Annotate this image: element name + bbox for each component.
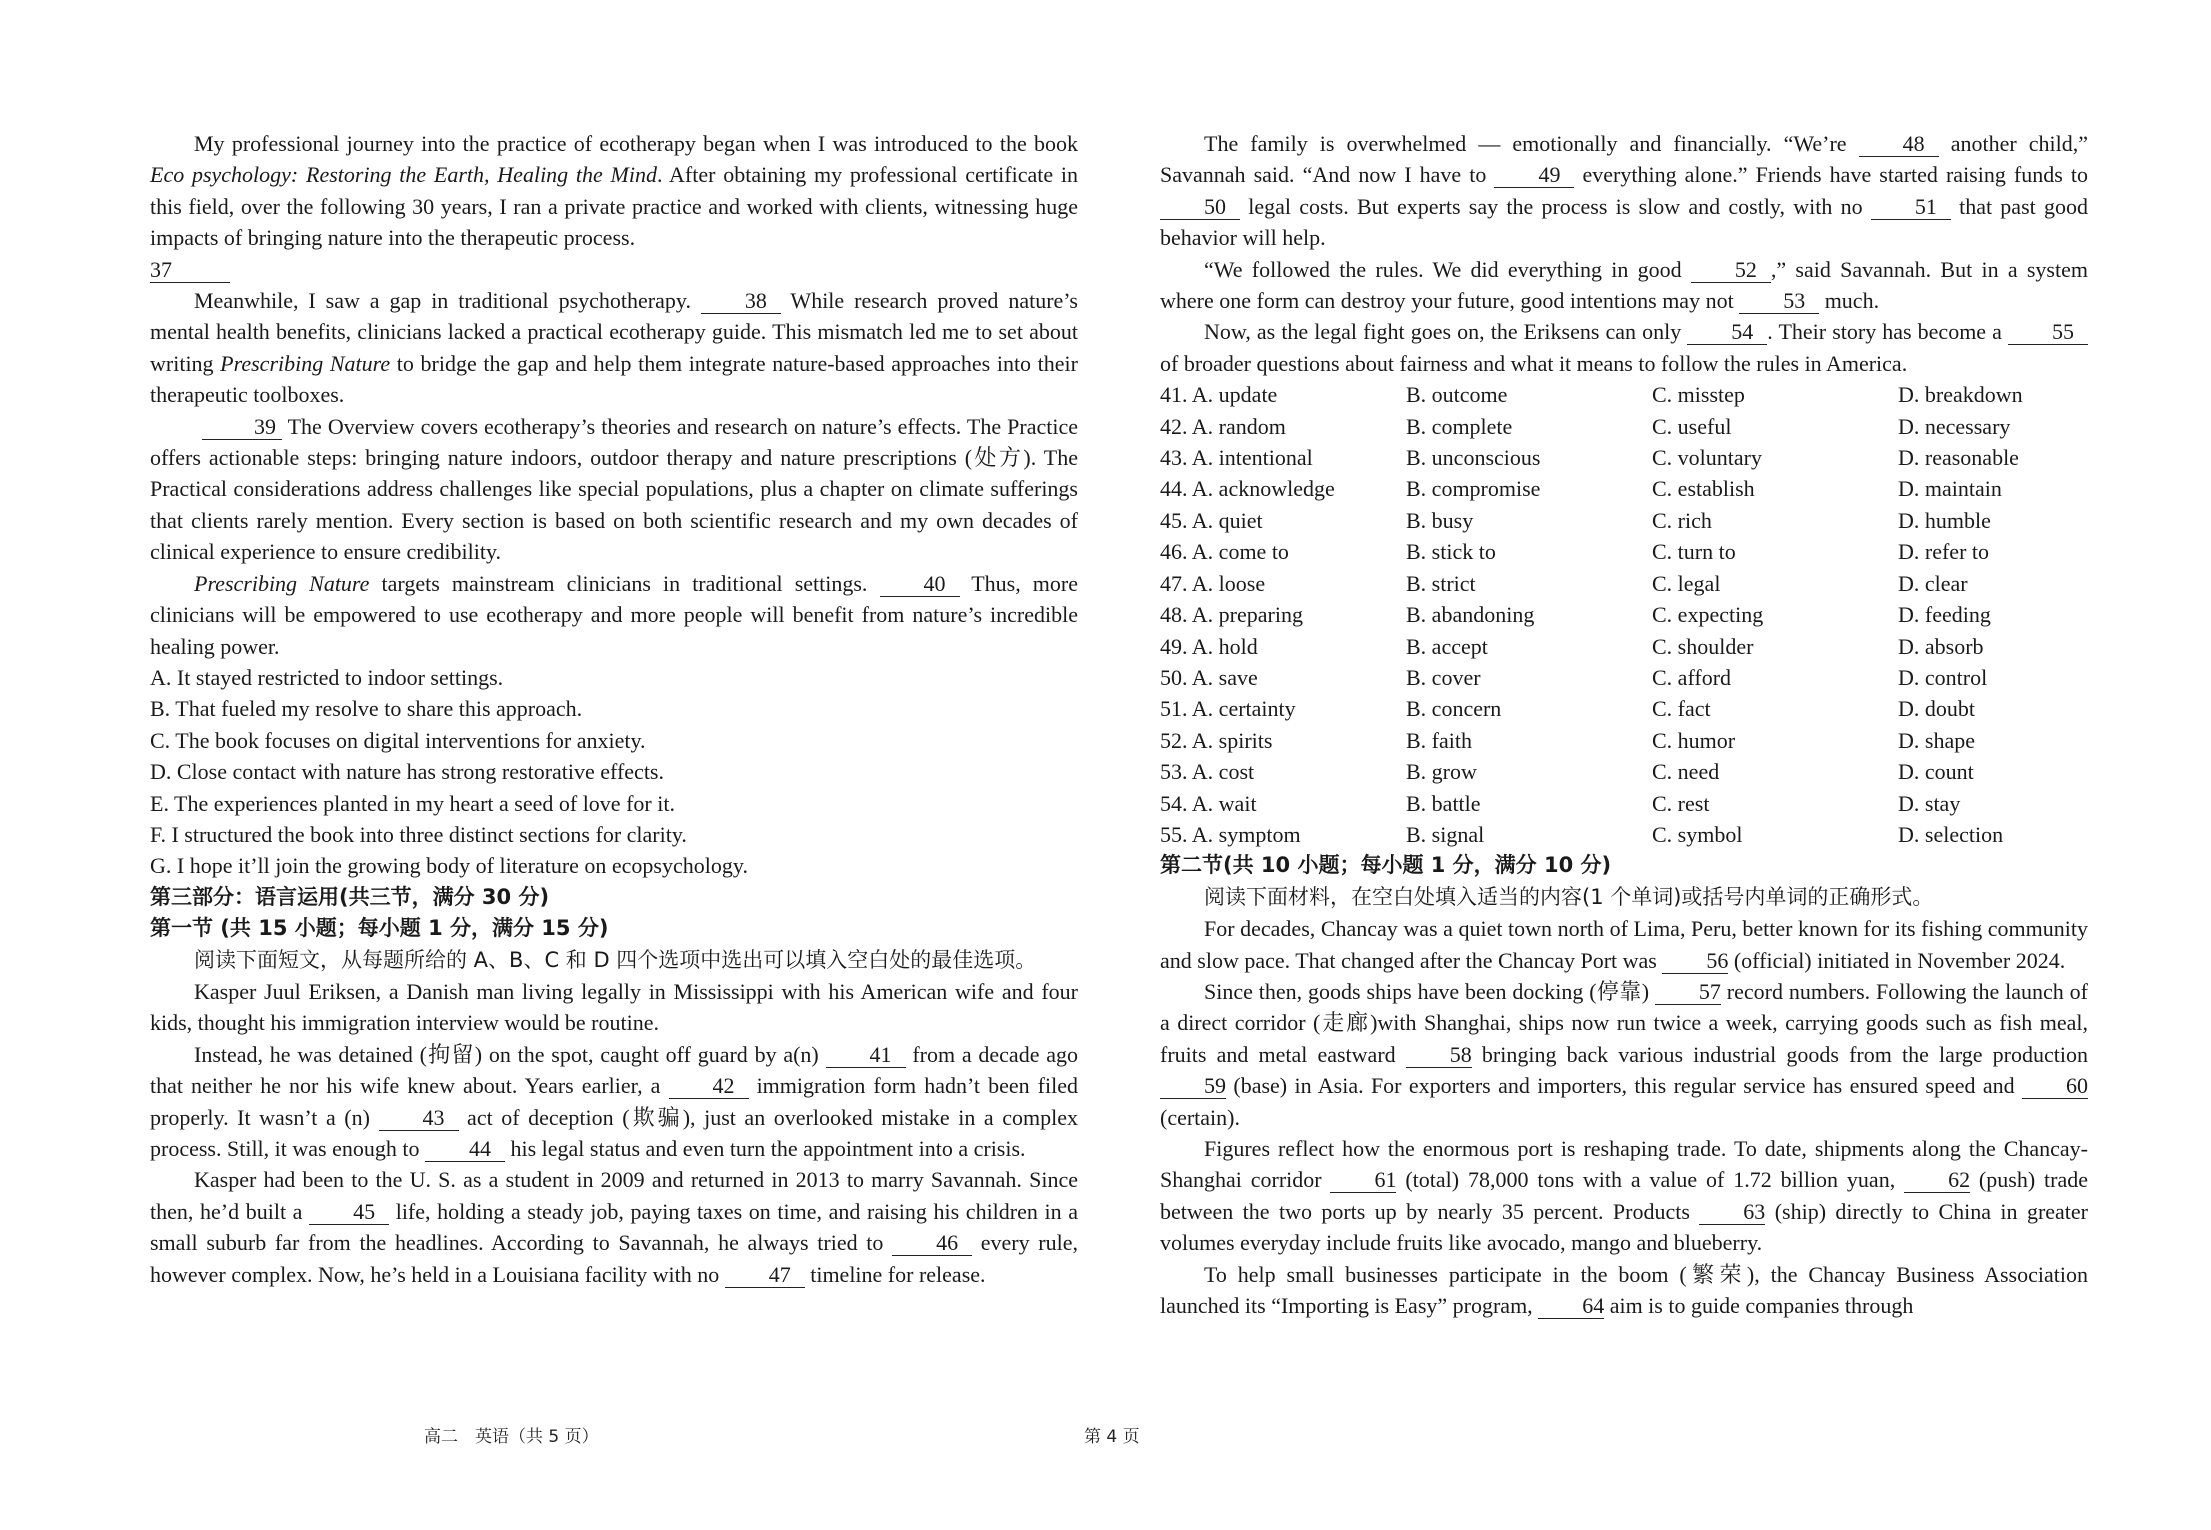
- footer-page-number: 第 4 页: [1084, 1427, 1140, 1447]
- book-title: Prescribing Nature: [194, 570, 370, 596]
- answer-blank[interactable]: 63: [1699, 1200, 1765, 1225]
- answer-blank[interactable]: 52: [1691, 258, 1771, 283]
- answer-blank[interactable]: 37: [150, 258, 230, 283]
- choice-option[interactable]: B. stick to: [1406, 539, 1496, 565]
- choice-option[interactable]: B. complete: [1406, 413, 1513, 439]
- passage-paragraph: Figures reflect how the enormous port is reshaping trade. To date, shipments along the Chancay-Shanghai corridor 61 (total) 78,000 tons with a value of 1.72 billion yuan, 62 (push) trade between the two ports up by nearly 35 percent. Products 63 (ship) directly to China in greater volumes everyday include fruits like avocado, mango and blueberry.: [1160, 1136, 2088, 1256]
- passage-paragraph: To help small businesses participate in the boom (繁荣), the Chancay Business Association launched its “Importing is Easy” program, 64 aim is to guide companies through: [1160, 1261, 2088, 1319]
- choice-option[interactable]: B. faith: [1406, 727, 1472, 753]
- answer-blank[interactable]: 39: [202, 415, 282, 440]
- choice-option[interactable]: 54. A. wait: [1160, 790, 1257, 816]
- choice-option[interactable]: C. establish: [1652, 476, 1755, 502]
- choice-option[interactable]: 53. A. cost: [1160, 759, 1255, 785]
- answer-blank[interactable]: 46: [892, 1231, 972, 1256]
- passage-paragraph: The family is overwhelmed — emotionally and financially. “We’re 48 another child,” Savannah said. “And now I have to 49 everything alone.” Friends have started raising funds to 50 legal costs. But experts say the process is slow and costly, with no 51 that past good behavior will help.: [1160, 131, 2088, 251]
- passage-paragraph: Meanwhile, I saw a gap in traditional psychotherapy. 38 While research proved nature’s mental health benefits, clinicians lacked a practical ecotherapy guide. This mismatch led me to set about writing Prescribing Nature to bridge the gap and help them integrate nature-based approaches into their therapeutic toolboxes.: [150, 288, 1078, 408]
- choice-option[interactable]: 42. A. random: [1160, 413, 1286, 439]
- choice-option[interactable]: D. doubt: [1898, 696, 1975, 722]
- footer-subject-info: 高二 英语（共 5 页）: [424, 1427, 599, 1447]
- choice-option[interactable]: 52. A. spirits: [1160, 727, 1273, 753]
- choice-option[interactable]: D. selection: [1898, 821, 2004, 847]
- answer-blank[interactable]: 53: [1739, 289, 1819, 314]
- section-two-instructions: 阅读下面材料，在空白处填入适当的内容(1 个单词)或括号内单词的正确形式。: [1204, 884, 1934, 909]
- passage-paragraph: Kasper had been to the U. S. as a student in 2009 and returned in 2013 to marry Savannah. Since then, he’d built a 45 life, holding a steady job, paying taxes on time, and raising his children in a small suburb far from the headlines. According to Savannah, he always tried to 46 every rule, however complex. Now, he’s held in a Louisiana facility with no 47 timeline for release.: [150, 1167, 1079, 1287]
- choice-option[interactable]: C. legal: [1652, 570, 1721, 596]
- choice-option[interactable]: B. busy: [1406, 507, 1474, 533]
- choice-option[interactable]: B. cover: [1406, 664, 1481, 690]
- choices-table: [1160, 379, 2088, 850]
- choice-row: [1160, 693, 2088, 724]
- answer-blank[interactable]: 57: [1655, 980, 1721, 1005]
- choice-row: [1160, 725, 2088, 756]
- choice-option[interactable]: D. reasonable: [1898, 445, 2019, 471]
- choice-option[interactable]: 55. A. symptom: [1160, 821, 1301, 847]
- answer-blank[interactable]: 47: [725, 1263, 805, 1288]
- choice-option[interactable]: C. rest: [1652, 790, 1710, 816]
- choice-option[interactable]: B. signal: [1406, 821, 1485, 847]
- passage-paragraph: Prescribing Nature targets mainstream clinicians in traditional settings. 40 Thus, more clinicians will be empowered to use ecotherapy and more people will benefit from nature’s incredible healing power.: [150, 570, 1078, 659]
- choice-option[interactable]: 44. A. acknowledge: [1160, 476, 1335, 502]
- choice-option[interactable]: 51. A. certainty: [1160, 696, 1296, 722]
- answer-blank[interactable]: 44: [425, 1137, 505, 1162]
- left-column: [150, 128, 1078, 1290]
- answer-blank[interactable]: 54: [1687, 320, 1767, 345]
- answer-blank[interactable]: 59: [1160, 1074, 1226, 1099]
- choice-option[interactable]: C. misstep: [1652, 382, 1745, 408]
- answer-blank[interactable]: 58: [1406, 1043, 1472, 1068]
- option-f[interactable]: F. I structured the book into three distinct sections for clarity.: [150, 821, 687, 847]
- choice-row: [1160, 473, 2088, 504]
- choice-option[interactable]: 49. A. hold: [1160, 633, 1258, 659]
- blank-line: [150, 254, 1078, 285]
- choice-option[interactable]: D. humble: [1898, 507, 1991, 533]
- choice-option[interactable]: B. outcome: [1406, 382, 1508, 408]
- choice-row: [1160, 819, 2088, 850]
- choice-option[interactable]: D. refer to: [1898, 539, 1990, 565]
- answer-blank[interactable]: 41: [826, 1043, 906, 1068]
- option-b[interactable]: B. That fueled my resolve to share this approach.: [150, 696, 583, 722]
- book-title: Eco psychology: Restoring the Earth, Healing the Mind: [150, 162, 657, 188]
- choice-option[interactable]: B. battle: [1406, 790, 1481, 816]
- choice-option[interactable]: C. expecting: [1652, 602, 1764, 628]
- passage-paragraph: “We followed the rules. We did everything in good 52 ,” said Savannah. But in a system where one form can destroy your future, good intentions may not 53 much.: [1160, 256, 2088, 314]
- choice-option[interactable]: B. accept: [1406, 633, 1488, 659]
- answer-blank[interactable]: 62: [1904, 1168, 1970, 1193]
- section-one-heading: 第一节 (共 15 小题；每小题 1 分，满分 15 分): [150, 916, 609, 941]
- passage-paragraph: My professional journey into the practice of ecotherapy began when I was introduced to the book Eco psychology: Restoring the Earth, Healing the Mind. After obtaining my professional certificate in this field, over the following 30 years, I ran a private practice and worked with clients, witnessing huge impacts of bringing nature into the therapeutic process.: [150, 131, 1078, 251]
- passage-paragraph: Kasper Juul Eriksen, a Danish man living legally in Mississippi with his American wife and four kids, thought his immigration interview would be routine.: [150, 978, 1078, 1036]
- choice-option[interactable]: C. turn to: [1652, 539, 1736, 565]
- option-d[interactable]: D. Close contact with nature has strong restorative effects.: [150, 759, 664, 785]
- option-g[interactable]: G. I hope it’ll join the growing body of literature on ecopsychology.: [150, 853, 748, 879]
- section-two-heading: 第二节(共 10 小题；每小题 1 分，满分 10 分): [1160, 853, 1612, 878]
- choice-option[interactable]: B. grow: [1406, 759, 1477, 785]
- choice-row: [1160, 662, 2088, 693]
- choice-option[interactable]: C. symbol: [1652, 821, 1743, 847]
- answer-blank[interactable]: 49: [1494, 163, 1574, 188]
- option-a[interactable]: A. It stayed restricted to indoor settings.: [150, 664, 504, 690]
- choice-option[interactable]: C. rich: [1652, 507, 1712, 533]
- choice-row: [1160, 411, 2088, 442]
- answer-blank[interactable]: 64: [1538, 1294, 1604, 1319]
- choice-option[interactable]: D. control: [1898, 664, 1988, 690]
- choice-option[interactable]: C. useful: [1652, 413, 1732, 439]
- answer-blank[interactable]: 50: [1160, 195, 1240, 220]
- choice-option[interactable]: B. strict: [1406, 570, 1476, 596]
- answer-blank[interactable]: 61: [1330, 1168, 1396, 1193]
- choice-option[interactable]: D. feeding: [1898, 602, 1991, 628]
- passage-paragraph: For decades, Chancay was a quiet town north of Lima, Peru, better known for its fishing community and slow pace. That changed after the Chancay Port was 56 (official) initiated in November 2024.: [1160, 916, 2088, 973]
- choice-option[interactable]: D. absorb: [1898, 633, 1984, 659]
- answer-blank[interactable]: 38: [701, 289, 781, 314]
- choice-option[interactable]: 46. A. come to: [1160, 539, 1289, 565]
- choice-row: [1160, 631, 2088, 662]
- part-three-heading: 第三部分：语言运用(共三节，满分 30 分): [150, 884, 550, 909]
- passage-paragraph: Instead, he was detained (拘留) on the spot, caught off guard by a(n) 41 from a decade ago that neither he nor his wife knew about. Years earlier, a 42 immigration form hadn’t been filed properly. It wasn’t a (n) 43 act of deception (欺骗), just an overlooked mistake in a complex process. Still, it was enough to 44 his legal status and even turn the appointment into a crisis.: [150, 1041, 1078, 1161]
- answer-blank[interactable]: 56: [1662, 949, 1728, 974]
- choice-option[interactable]: 47. A. loose: [1160, 570, 1266, 596]
- choice-option[interactable]: D. shape: [1898, 727, 1975, 753]
- choice-row: [1160, 788, 2088, 819]
- choice-row: [1160, 536, 2088, 567]
- passage-paragraph: 39 The Overview covers ecotherapy’s theories and research on nature’s effects. The Practice offers actionable steps: bringing nature indoors, outdoor therapy and nature prescriptions (处方). The Practical considerations address challenges like special populations, plus a chapter on climate sufferings that clients rarely mention. Every section is based on both scientific research and my own decades of clinical experience to ensure credibility.: [150, 413, 1078, 565]
- choice-option[interactable]: B. concern: [1406, 696, 1502, 722]
- choice-option[interactable]: B. abandoning: [1406, 602, 1535, 628]
- choice-option[interactable]: D. clear: [1898, 570, 1968, 596]
- section-one-instructions: 阅读下面短文，从每题所给的 A、B、C 和 D 四个选项中选出可以填入空白处的最佳选项。: [194, 947, 1037, 972]
- choice-row: [1160, 568, 2088, 599]
- right-column: [1160, 128, 2088, 1321]
- choice-option[interactable]: C. afford: [1652, 664, 1732, 690]
- choice-row: [1160, 505, 2088, 536]
- choice-option[interactable]: D. count: [1898, 759, 1974, 785]
- choice-option[interactable]: C. need: [1652, 759, 1720, 785]
- answer-blank[interactable]: 43: [379, 1106, 459, 1131]
- choice-option[interactable]: D. necessary: [1898, 413, 2011, 439]
- choice-option[interactable]: 45. A. quiet: [1160, 507, 1263, 533]
- choice-option[interactable]: C. humor: [1652, 727, 1736, 753]
- choice-option[interactable]: B. unconscious: [1406, 445, 1541, 471]
- answer-blank[interactable]: 40: [880, 572, 960, 597]
- answer-blank[interactable]: 42: [669, 1074, 749, 1099]
- option-e[interactable]: E. The experiences planted in my heart a seed of love for it.: [150, 790, 675, 816]
- answer-blank[interactable]: 51: [1871, 195, 1951, 220]
- choice-option[interactable]: 50. A. save: [1160, 664, 1258, 690]
- choice-option[interactable]: 41. A. update: [1160, 382, 1278, 408]
- answer-blank[interactable]: 55: [2008, 320, 2088, 345]
- choice-option[interactable]: D. stay: [1898, 790, 1961, 816]
- choice-row: [1160, 379, 2088, 410]
- answer-blank[interactable]: 60: [2022, 1074, 2088, 1099]
- choice-row: [1160, 599, 2088, 630]
- choice-option[interactable]: 48. A. preparing: [1160, 602, 1303, 628]
- choice-option[interactable]: C. voluntary: [1652, 445, 1762, 471]
- choice-option[interactable]: 43. A. intentional: [1160, 445, 1313, 471]
- answer-blank[interactable]: 48: [1859, 132, 1939, 157]
- choice-row: [1160, 756, 2088, 787]
- choice-option[interactable]: C. shoulder: [1652, 633, 1754, 659]
- choice-option[interactable]: D. breakdown: [1898, 382, 2023, 408]
- passage-paragraph: Since then, goods ships have been docking (停靠) 57 record numbers. Following the launch of a direct corridor (走廊)with Shanghai, ships now run twice a week, carrying goods such as fish meal, fruits and metal eastward 58 bringing back various industrial goods from the large production 59 (base) in Asia. For exporters and importers, this regular service has ensured speed and 60 (certain).: [1160, 978, 2088, 1130]
- choice-option[interactable]: D. maintain: [1898, 476, 2002, 502]
- answer-blank[interactable]: 45: [309, 1200, 389, 1225]
- book-title: Prescribing Nature: [220, 350, 391, 376]
- option-c[interactable]: C. The book focuses on digital interventions for anxiety.: [150, 727, 646, 753]
- choice-row: [1160, 442, 2088, 473]
- choice-option[interactable]: B. compromise: [1406, 476, 1541, 502]
- choice-option[interactable]: C. fact: [1652, 696, 1711, 722]
- passage-paragraph: Now, as the legal fight goes on, the Eriksens can only 54 . Their story has become a 55 of broader questions about fairness and what it means to follow the rules in America.: [1160, 316, 2088, 379]
